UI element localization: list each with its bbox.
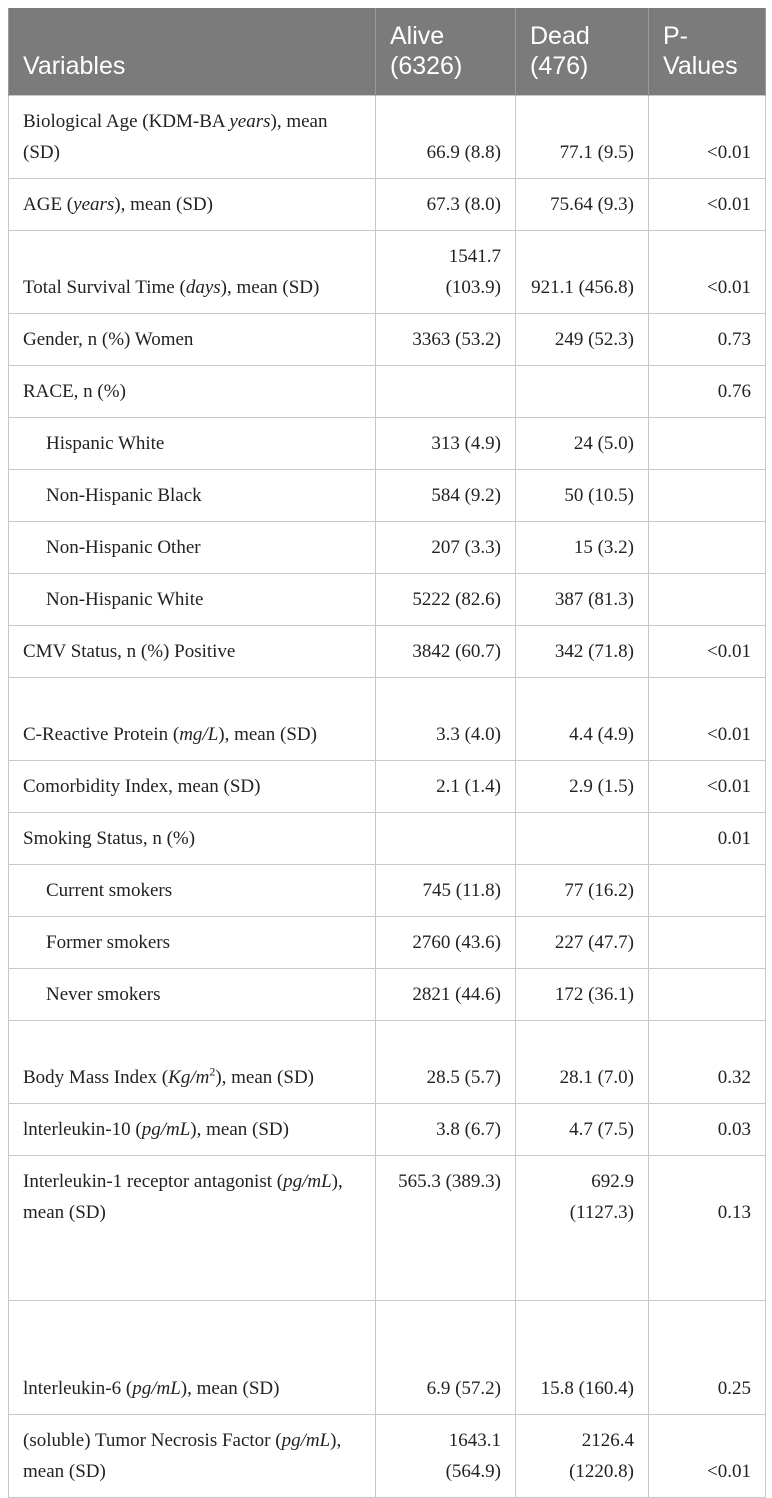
table-row — [9, 366, 766, 418]
cell-dead: 28.1 (7.0) — [516, 1021, 649, 1104]
header-pvalues: P-Values — [649, 8, 766, 96]
table-row — [9, 865, 766, 917]
cell-alive: 3.8 (6.7) — [376, 1104, 516, 1156]
cell-alive: 67.3 (8.0) — [376, 179, 516, 231]
header-variables: Variables — [9, 8, 376, 96]
cell-dead: 50 (10.5) — [516, 470, 649, 522]
cell-dead: 75.64 (9.3) — [516, 179, 649, 231]
row-label: (soluble) Tumor Necrosis Factor (pg/mL), mean (SD) — [9, 1415, 376, 1498]
row-label: Biological Age (KDM-BA years), mean (SD) — [9, 96, 376, 179]
cell-dead: 24 (5.0) — [516, 418, 649, 470]
cell-alive: 1541.7 (103.9) — [376, 231, 516, 314]
cell-alive — [376, 366, 516, 418]
cell-pvalue — [649, 574, 766, 626]
cell-alive: 2821 (44.6) — [376, 969, 516, 1021]
cell-pvalue — [649, 522, 766, 574]
cell-dead: 227 (47.7) — [516, 917, 649, 969]
cell-alive: 2760 (43.6) — [376, 917, 516, 969]
cell-dead: 921.1 (456.8) — [516, 231, 649, 314]
header-row — [9, 8, 766, 96]
table-row — [9, 314, 766, 366]
header-dead: Dead (476) — [516, 8, 649, 96]
table-row — [9, 1021, 766, 1104]
cell-dead: 4.7 (7.5) — [516, 1104, 649, 1156]
cell-dead: 342 (71.8) — [516, 626, 649, 678]
cell-alive: 3842 (60.7) — [376, 626, 516, 678]
table-row — [9, 522, 766, 574]
cell-pvalue — [649, 865, 766, 917]
cell-pvalue: <0.01 — [649, 231, 766, 314]
table-row — [9, 179, 766, 231]
row-label: Non-Hispanic Black — [9, 470, 376, 522]
row-label: C-Reactive Protein (mg/L), mean (SD) — [9, 678, 376, 761]
cell-pvalue — [649, 470, 766, 522]
cell-alive: 5222 (82.6) — [376, 574, 516, 626]
cell-dead: 15 (3.2) — [516, 522, 649, 574]
table-row — [9, 231, 766, 314]
table-row — [9, 813, 766, 865]
row-label: Total Survival Time (days), mean (SD) — [9, 231, 376, 314]
table-row — [9, 1415, 766, 1498]
cell-pvalue: <0.01 — [649, 626, 766, 678]
cell-pvalue: <0.01 — [649, 1415, 766, 1498]
row-label: Comorbidity Index, mean (SD) — [9, 761, 376, 813]
cell-pvalue: 0.73 — [649, 314, 766, 366]
cell-dead: 172 (36.1) — [516, 969, 649, 1021]
table-row — [9, 678, 766, 761]
row-label: Non-Hispanic White — [9, 574, 376, 626]
cell-alive: 3.3 (4.0) — [376, 678, 516, 761]
cell-alive: 28.5 (5.7) — [376, 1021, 516, 1104]
row-label: AGE (years), mean (SD) — [9, 179, 376, 231]
cell-alive: 1643.1 (564.9) — [376, 1415, 516, 1498]
row-label: Body Mass Index $(Kg/m^2)$, mean (SD) — [9, 1021, 376, 1104]
table-row — [9, 1156, 766, 1301]
row-label: RACE, n (%) — [9, 366, 376, 418]
cell-pvalue: 0.03 — [649, 1104, 766, 1156]
cell-alive: 207 (3.3) — [376, 522, 516, 574]
cell-pvalue: 0.01 — [649, 813, 766, 865]
cell-alive: 2.1 (1.4) — [376, 761, 516, 813]
cell-pvalue — [649, 969, 766, 1021]
cell-alive: 3363 (53.2) — [376, 314, 516, 366]
table-row — [9, 761, 766, 813]
row-label: lnterleukin-10 (pg/mL), mean (SD) — [9, 1104, 376, 1156]
table-row — [9, 917, 766, 969]
cell-dead: 2126.4 (1220.8) — [516, 1415, 649, 1498]
cell-pvalue: 0.25 — [649, 1301, 766, 1415]
cell-dead: 249 (52.3) — [516, 314, 649, 366]
row-label: Hispanic White — [9, 418, 376, 470]
table-row — [9, 96, 766, 179]
row-label: Non-Hispanic Other — [9, 522, 376, 574]
characteristics-table — [8, 8, 766, 1498]
cell-dead: 387 (81.3) — [516, 574, 649, 626]
cell-alive: 584 (9.2) — [376, 470, 516, 522]
cell-pvalue: <0.01 — [649, 678, 766, 761]
table-row — [9, 574, 766, 626]
cell-alive: 565.3 (389.3) — [376, 1156, 516, 1301]
table-row — [9, 418, 766, 470]
cell-pvalue: <0.01 — [649, 179, 766, 231]
cell-pvalue: <0.01 — [649, 761, 766, 813]
cell-dead — [516, 813, 649, 865]
cell-dead: 692.9 (1127.3) — [516, 1156, 649, 1301]
row-label: CMV Status, n (%) Positive — [9, 626, 376, 678]
cell-dead: 2.9 (1.5) — [516, 761, 649, 813]
cell-pvalue — [649, 917, 766, 969]
row-label: Gender, n (%) Women — [9, 314, 376, 366]
cell-pvalue: 0.32 — [649, 1021, 766, 1104]
row-label: Interleukin-1 receptor antagonist (pg/mL), mean (SD) — [9, 1156, 376, 1301]
cell-dead: 77.1 (9.5) — [516, 96, 649, 179]
table-row — [9, 626, 766, 678]
cell-dead: 4.4 (4.9) — [516, 678, 649, 761]
cell-alive: 745 (11.8) — [376, 865, 516, 917]
table-row — [9, 1301, 766, 1415]
row-label: Never smokers — [9, 969, 376, 1021]
row-label: Current smokers — [9, 865, 376, 917]
cell-alive: 66.9 (8.8) — [376, 96, 516, 179]
cell-pvalue: 0.13 — [649, 1156, 766, 1301]
cell-alive: 6.9 (57.2) — [376, 1301, 516, 1415]
cell-alive — [376, 813, 516, 865]
header-alive: Alive (6326) — [376, 8, 516, 96]
cell-dead: 77 (16.2) — [516, 865, 649, 917]
cell-dead — [516, 366, 649, 418]
table-row — [9, 969, 766, 1021]
table-row — [9, 470, 766, 522]
cell-pvalue: 0.76 — [649, 366, 766, 418]
cell-dead: 15.8 (160.4) — [516, 1301, 649, 1415]
cell-pvalue — [649, 418, 766, 470]
table-row — [9, 1104, 766, 1156]
cell-alive: 313 (4.9) — [376, 418, 516, 470]
row-label: Former smokers — [9, 917, 376, 969]
row-label: lnterleukin-6 (pg/mL), mean (SD) — [9, 1301, 376, 1415]
table-container — [8, 8, 765, 1498]
row-label: Smoking Status, n (%) — [9, 813, 376, 865]
cell-pvalue: <0.01 — [649, 96, 766, 179]
